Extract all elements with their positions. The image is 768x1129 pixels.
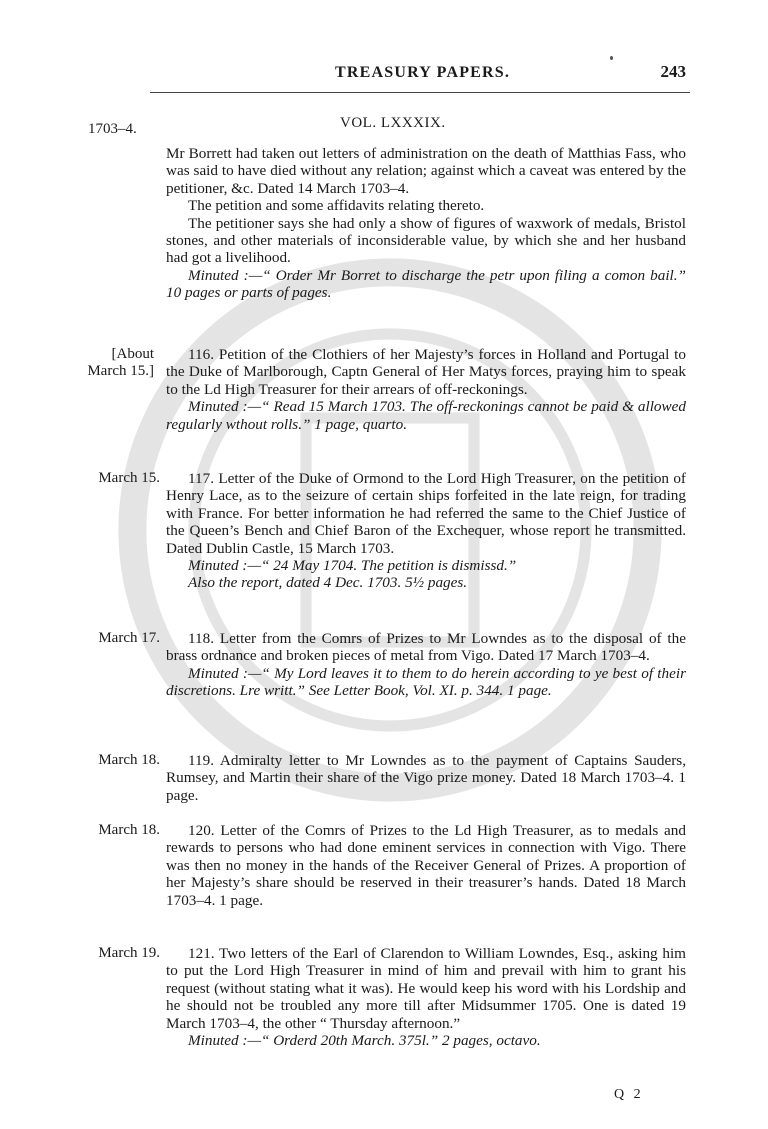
entry-minute: Minuted :—“ Read 15 March 1703. The off-reckonings cannot be paid & allowed regularly wthout rolls.” 1 page, quarto. (166, 398, 686, 433)
entry-date: [About March 15.] (87, 346, 154, 380)
entry-paragraph: 121. Two letters of the Earl of Clarendon to William Lowndes, Esq., asking him to put the Lord High Treasurer in mind of him and prevail with him to grant his request (without stating what it was). He would keep his word with his Lordship and he should not be troubled any more till after Midsummer 1705. One is dated 19 March 1703–4, the other “ Thursday afternoon.” (166, 945, 686, 1032)
entry-paragraph: 117. Letter of the Duke of Ormond to the Lord High Treasurer, on the petition of Henry Lace, as to the seizure of certain ships forfeited in the late reign, for trading with France. For better information he had referred the same to the Chief Justice of the Queen’s Bench and Chief Baron of the Exchequer, whose report he transmitted. Dated Dublin Castle, 15 March 1703. (166, 470, 686, 557)
page-number: 243 (660, 62, 686, 81)
entry-paragraph: 120. Letter of the Comrs of Prizes to the Ld High Treasurer, as to medals and rewards to persons who had done eminent services in connection with Vigo. There was then no money in the hands of the Receiver General of Prizes. A proportion of her Majesty’s share should be reserved in their treasurer’s hands. Dated 18 March 1703–4. 1 page. (166, 822, 686, 909)
entry-minute: Minuted :—“ My Lord leaves it to them to do herein according to ye best of their discretions. Lre writt.” See Letter Book, Vol. XI. p. 344. 1 page. (166, 664, 686, 700)
entry-116 (166, 346, 686, 433)
entry-paragraph: The petitioner says she had only a show of figures of waxwork of medals, Bristol stones, and other materials of inconsiderable value, by which she and her husband had got a livelihood. (166, 214, 686, 267)
entry-date: March 19. (98, 945, 160, 961)
margin-year: 1703–4. (88, 121, 137, 137)
entry-minute: Minuted :—“ Order Mr Borret to discharge the petr upon filing a comon bail.” 10 pages or parts of pages. (166, 266, 686, 302)
entry-paragraph: Mr Borrett had taken out letters of administration on the death of Matthias Fass, who was said to have died without any relation; against which a caveat was entered by the petitioner, &c. Dated 14 March 1703–4. (166, 145, 686, 197)
volume-heading: VOL. LXXXIX. (340, 115, 446, 131)
entry-119 (166, 752, 686, 804)
running-title: TREASURY PAPERS. (335, 64, 511, 81)
entry-paragraph: Also the report, dated 4 Dec. 1703. 5½ pages. (188, 574, 468, 592)
signature-mark: Q 2 (614, 1087, 644, 1102)
entry-paragraph: 118. Letter from the Comrs of Prizes to Mr Lowndes as to the disposal of the brass ordnance and broken pieces of metal from Vigo. Dated 17 March 1703–4. (166, 630, 686, 665)
entry-121 (166, 945, 686, 1049)
entry-118 (166, 630, 686, 700)
entry-continuation (166, 145, 686, 302)
entry-paragraph: 116. Petition of the Clothiers of her Majesty’s forces in Holland and Portugal to the Duke of Marlborough, Captn General of Her Matys forces, praying him to speak to the Ld High Treasurer for their arrears of off-reckonings. (166, 346, 686, 398)
entry-paragraph: The petition and some affidavits relating thereto. (188, 197, 485, 215)
entry-date: March 15. (98, 470, 160, 486)
entry-minute: Minuted :—“ 24 May 1704. The petition is dismissd.” (188, 557, 517, 575)
entry-date: March 18. (98, 822, 160, 838)
entry-date: March 18. (98, 752, 160, 768)
entry-paragraph: 119. Admiralty letter to Mr Lowndes as to the payment of Captains Sauders, Rumsey, and Martin their share of the Vigo prize money. Dated 18 March 1703–4. 1 page. (166, 752, 686, 804)
ink-speck (610, 56, 613, 60)
entry-117 (166, 470, 686, 592)
entry-minute: Minuted :—“ Orderd 20th March. 375l.” 2 pages, octavo. (188, 1032, 541, 1050)
entry-date: March 17. (98, 630, 160, 646)
entry-120 (166, 822, 686, 909)
running-head (150, 62, 690, 93)
